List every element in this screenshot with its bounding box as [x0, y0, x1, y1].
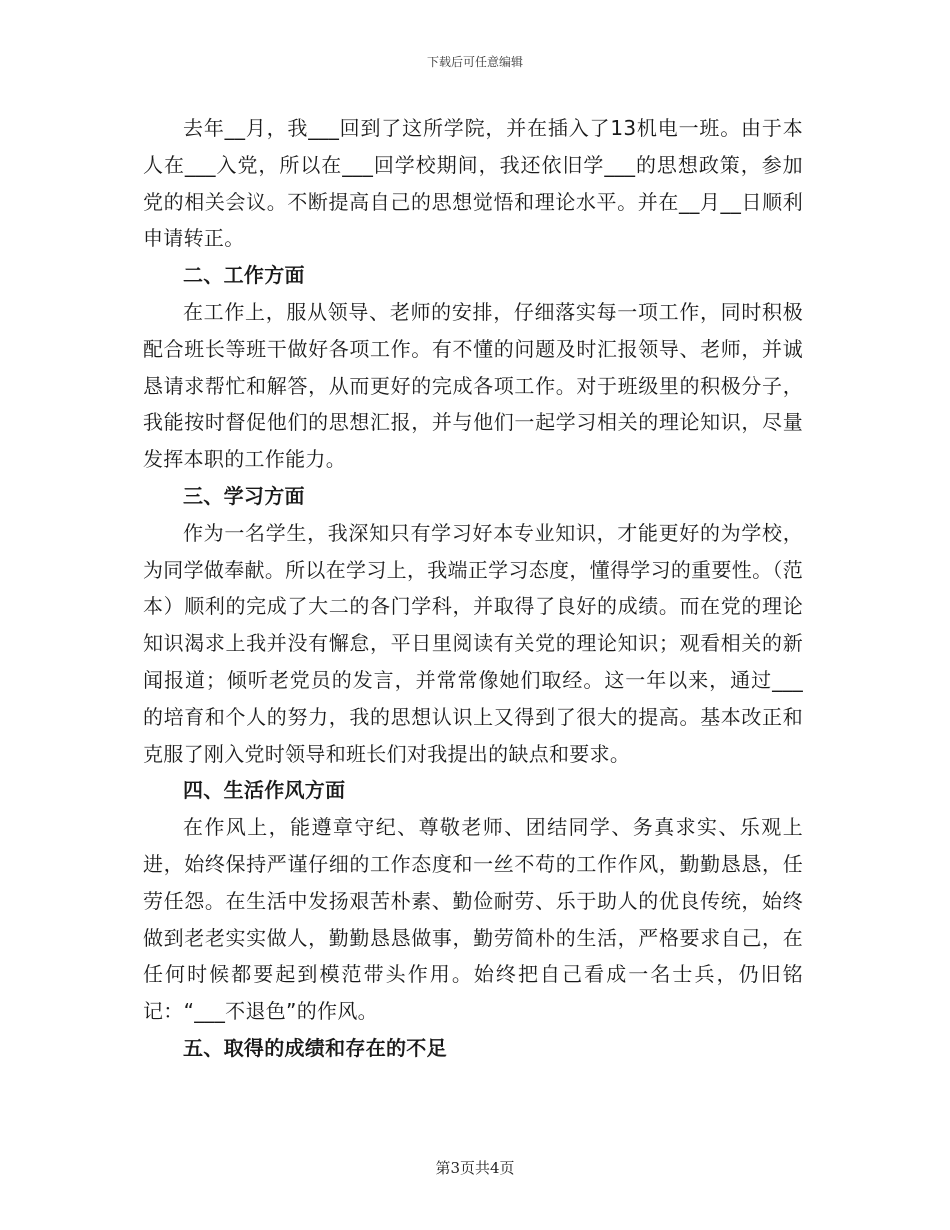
section-heading-work: 二、工作方面 [183, 263, 305, 288]
document-body [143, 110, 803, 1067]
paragraph-study: 作为一名学生，我深知只有学习好本专业知识，才能更好的为学校，为同学做奉献。所以在学习上，我端正学习态度，懂得学习的重要性。（范本）顺利的完成了大二的各门学科，并取得了良好的成绩。而在党的理论知识渴求上我并没有懈怠，平日里阅读有关党的理论知识；观看相关的新闻报道；倾听老党员的发言，并常常像她们取经。这一年以来，通过___的培育和个人的努力，我的思想认识上又得到了很大的提高。基本改正和克服了刚入党时领导和班长们对我提出的缺点和要求。 [143, 520, 803, 766]
paragraph-party-status: 去年__月，我___回到了这所学院，并在插入了13机电一班。由于本人在___入党，所以在___回学校期间，我还依旧学___的思想政策，参加党的相关会议。不断提高自己的思想觉悟和理论水平。并在__月__日顺利申请转正。 [143, 116, 803, 251]
paragraph-lifestyle: 在作风上，能遵章守纪、尊敬老师、团结同学、务真求实、乐观上进，始终保持严谨仔细的工作态度和一丝不苟的工作作风，勤勤恳恳，任劳任怨。在生活中发扬艰苦朴素、勤俭耐劳、乐于助人的优良传统，始终做到老老实实做人，勤勤恳恳做事，勤劳简朴的生活，严格要求自己，在任何时候都要起到模范带头作用。始终把自己看成一名士兵，仍旧铭记：“___不退色”的作风。 [143, 815, 803, 1024]
section-heading-lifestyle: 四、生活作风方面 [183, 778, 346, 803]
page-number: 第3页共4页 [435, 1159, 515, 1177]
section-heading-achievements: 五、取得的成绩和存在的不足 [183, 1035, 447, 1060]
header-note: 下载后可任意编辑 [426, 55, 523, 69]
paragraph-work: 在工作上，服从领导、老师的安排，仔细落实每一项工作，同时积极配合班长等班干做好各项工作。有不懂的问题及时汇报领导、老师，并诚恳请求帮忙和解答，从而更好的完成各项工作。对于班级里的积极分子，我能按时督促他们的思想汇报，并与他们一起学习相关的理论知识，尽量发挥本职的工作能力。 [143, 299, 803, 472]
section-heading-study: 三、学习方面 [183, 483, 305, 508]
